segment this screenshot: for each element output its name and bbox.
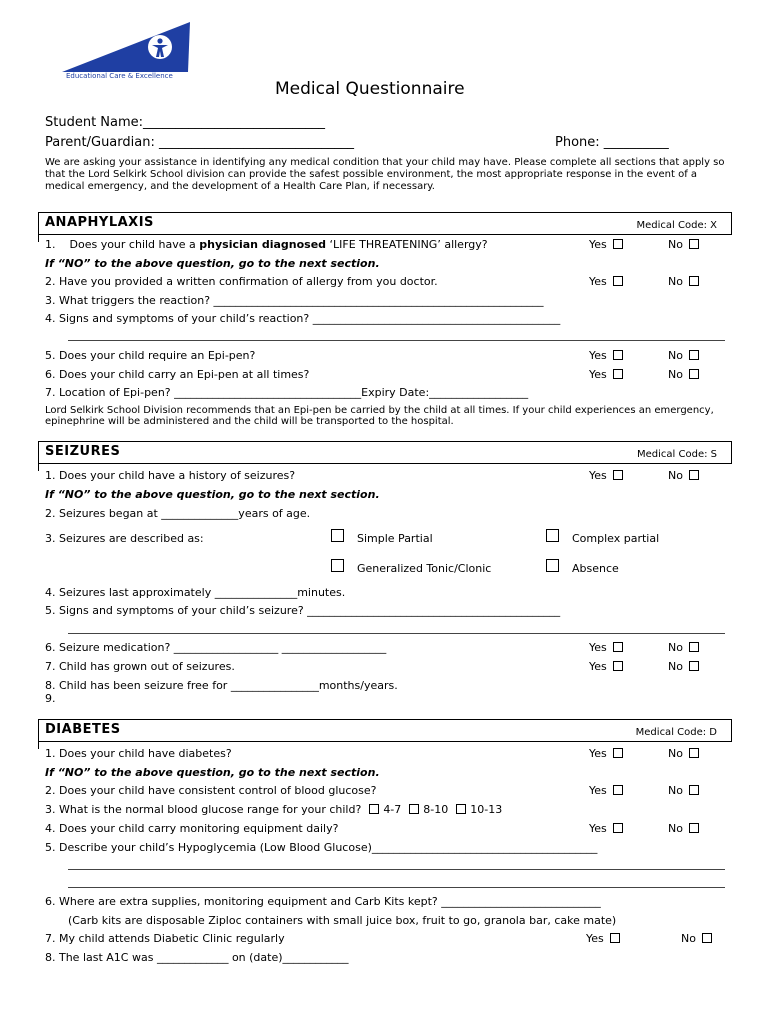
- diabetes-q8[interactable]: 8. The last A1C was _____________ on (date)____________: [45, 951, 349, 964]
- anaphylaxis-header: [38, 212, 732, 235]
- checkbox[interactable]: [689, 239, 699, 249]
- diabetes-q7: 7. My child attends Diabetic Clinic regularly: [45, 932, 285, 945]
- diabetes-header: [38, 719, 732, 742]
- no-option[interactable]: No: [668, 275, 699, 288]
- no-option[interactable]: No: [668, 660, 699, 673]
- anaphylaxis-q7[interactable]: 7. Location of Epi-pen? __________________________________Expiry Date:__________________: [45, 386, 529, 399]
- checkbox[interactable]: [702, 933, 712, 943]
- section-title: ANAPHYLAXIS: [45, 215, 154, 230]
- anaphylaxis-q6: 6. Does your child carry an Epi-pen at all times?: [45, 368, 310, 381]
- seizures-q7: 7. Child has grown out of seizures.: [45, 660, 235, 673]
- anaphylaxis-note: Lord Selkirk School Division recommends that an Epi-pen be carried by the child at all times. If your child experiences an emergency, epinephrine will be administered and the child will be transported to the hospital.: [45, 405, 714, 427]
- anaphylaxis-q3[interactable]: 3. What triggers the reaction? ____________________________________________________________: [45, 294, 544, 307]
- yes-option[interactable]: Yes: [589, 349, 623, 362]
- anaphylaxis-q4[interactable]: 4. Signs and symptoms of your child’s reaction? _____________________________________________: [45, 312, 561, 325]
- yes-option[interactable]: Yes: [589, 275, 623, 288]
- option-absence: Absence: [572, 562, 619, 575]
- diabetes-q6[interactable]: 6. Where are extra supplies, monitoring equipment and Carb Kits kept? _____________________________: [45, 895, 601, 908]
- answer-line[interactable]: [68, 633, 725, 634]
- checkbox[interactable]: [613, 369, 623, 379]
- medical-code: Medical Code: X: [636, 220, 717, 231]
- checkbox[interactable]: [689, 350, 699, 360]
- parent-guardian-field[interactable]: Parent/Guardian: ______________________________: [45, 135, 354, 150]
- checkbox[interactable]: [613, 661, 623, 671]
- checkbox[interactable]: [613, 785, 623, 795]
- diabetes-q5[interactable]: 5. Describe your child’s Hypoglycemia (Low Blood Glucose)_________________________________________: [45, 841, 598, 854]
- checkbox[interactable]: [409, 804, 419, 814]
- phone-field[interactable]: Phone: __________: [555, 135, 669, 150]
- seizures-q2[interactable]: 2. Seizures began at ______________years of age.: [45, 507, 311, 520]
- section-title: DIABETES: [45, 722, 121, 737]
- no-option[interactable]: No: [668, 349, 699, 362]
- no-option[interactable]: No: [681, 932, 712, 945]
- checkbox-simple-partial[interactable]: [331, 529, 344, 542]
- anaphylaxis-q5: 5. Does your child require an Epi-pen?: [45, 349, 256, 362]
- checkbox[interactable]: [613, 239, 623, 249]
- checkbox[interactable]: [613, 823, 623, 833]
- yes-option[interactable]: Yes: [586, 932, 620, 945]
- diabetes-q4: 4. Does your child carry monitoring equipment daily?: [45, 822, 339, 835]
- answer-line[interactable]: [68, 340, 725, 341]
- checkbox[interactable]: [689, 823, 699, 833]
- skip-note: If “NO” to the above question, go to the next section.: [45, 766, 380, 779]
- section-title: SEIZURES: [45, 444, 121, 459]
- medical-code: Medical Code: S: [637, 449, 717, 460]
- medical-code: Medical Code: D: [635, 727, 717, 738]
- checkbox[interactable]: [689, 470, 699, 480]
- anaphylaxis-q1: 1. Does your child have a physician diagnosed ‘LIFE THREATENING’ allergy?: [45, 238, 488, 251]
- checkbox[interactable]: [689, 642, 699, 652]
- seizures-q6[interactable]: 6. Seizure medication? ___________________ ___________________: [45, 641, 387, 654]
- checkbox[interactable]: [689, 785, 699, 795]
- checkbox[interactable]: [689, 369, 699, 379]
- page-title: Medical Questionnaire: [275, 79, 465, 99]
- no-option[interactable]: No: [668, 822, 699, 835]
- checkbox[interactable]: [369, 804, 379, 814]
- diabetes-q1: 1. Does your child have diabetes?: [45, 747, 232, 760]
- diabetes-q2: 2. Does your child have consistent control of blood glucose?: [45, 784, 377, 797]
- skip-note: If “NO” to the above question, go to the next section.: [45, 257, 380, 270]
- checkbox-absence[interactable]: [546, 559, 559, 572]
- student-name-field[interactable]: Student Name:____________________________: [45, 115, 326, 130]
- no-option[interactable]: No: [668, 784, 699, 797]
- seizures-q9: 9.: [45, 692, 56, 705]
- anaphylaxis-q2: 2. Have you provided a written confirmation of allergy from you doctor.: [45, 275, 438, 288]
- no-option[interactable]: No: [668, 469, 699, 482]
- checkbox[interactable]: [613, 642, 623, 652]
- seizures-q5[interactable]: 5. Signs and symptoms of your child’s seizure? ______________________________________________: [45, 604, 561, 617]
- checkbox[interactable]: [610, 933, 620, 943]
- checkbox[interactable]: [689, 661, 699, 671]
- yes-option[interactable]: Yes: [589, 660, 623, 673]
- checkbox[interactable]: [613, 470, 623, 480]
- seizures-header: [38, 441, 732, 464]
- answer-line[interactable]: [68, 887, 725, 888]
- checkbox[interactable]: [456, 804, 466, 814]
- seizures-q1: 1. Does your child have a history of seizures?: [45, 469, 296, 482]
- checkbox[interactable]: [689, 748, 699, 758]
- skip-note: If “NO” to the above question, go to the next section.: [45, 488, 380, 501]
- yes-option[interactable]: Yes: [589, 469, 623, 482]
- checkbox[interactable]: [613, 276, 623, 286]
- yes-option[interactable]: Yes: [589, 368, 623, 381]
- option-simple-partial: Simple Partial: [357, 532, 433, 545]
- intro-paragraph: We are asking your assistance in identifying any medical condition that your child may have. Please complete all sections that apply so that the Lord Selkirk School division can provide the safest possible environment, the most appropriate response in the event of a medical emergency, and the development of a Health Care Plan, if necessary.: [45, 157, 725, 192]
- seizures-q4[interactable]: 4. Seizures last approximately _______________minutes.: [45, 586, 346, 599]
- diabetes-q3: 3. What is the normal blood glucose range for your child? 4-7 8-10 10-13: [45, 803, 503, 816]
- logo: [60, 20, 195, 82]
- checkbox[interactable]: [613, 350, 623, 360]
- yes-option[interactable]: Yes: [589, 641, 623, 654]
- no-option[interactable]: No: [668, 747, 699, 760]
- answer-line[interactable]: [68, 869, 725, 870]
- yes-option[interactable]: Yes: [589, 784, 623, 797]
- checkbox[interactable]: [689, 276, 699, 286]
- diabetes-q6-note: (Carb kits are disposable Ziploc containers with small juice box, fruit to go, granola bar, cake mate): [68, 914, 617, 927]
- seizures-q3: 3. Seizures are described as:: [45, 532, 204, 545]
- yes-option[interactable]: Yes: [589, 822, 623, 835]
- checkbox-complex-partial[interactable]: [546, 529, 559, 542]
- checkbox-generalized[interactable]: [331, 559, 344, 572]
- no-option[interactable]: No: [668, 368, 699, 381]
- logo-tagline: Educational Care & Excellence: [66, 72, 173, 80]
- no-option[interactable]: No: [668, 238, 699, 251]
- yes-option[interactable]: Yes: [589, 747, 623, 760]
- option-generalized: Generalized Tonic/Clonic: [357, 562, 492, 575]
- seizures-q8[interactable]: 8. Child has been seizure free for ________________months/years.: [45, 679, 398, 692]
- checkbox[interactable]: [613, 748, 623, 758]
- option-complex-partial: Complex partial: [572, 532, 660, 545]
- no-option[interactable]: No: [668, 641, 699, 654]
- yes-option[interactable]: Yes: [589, 238, 623, 251]
